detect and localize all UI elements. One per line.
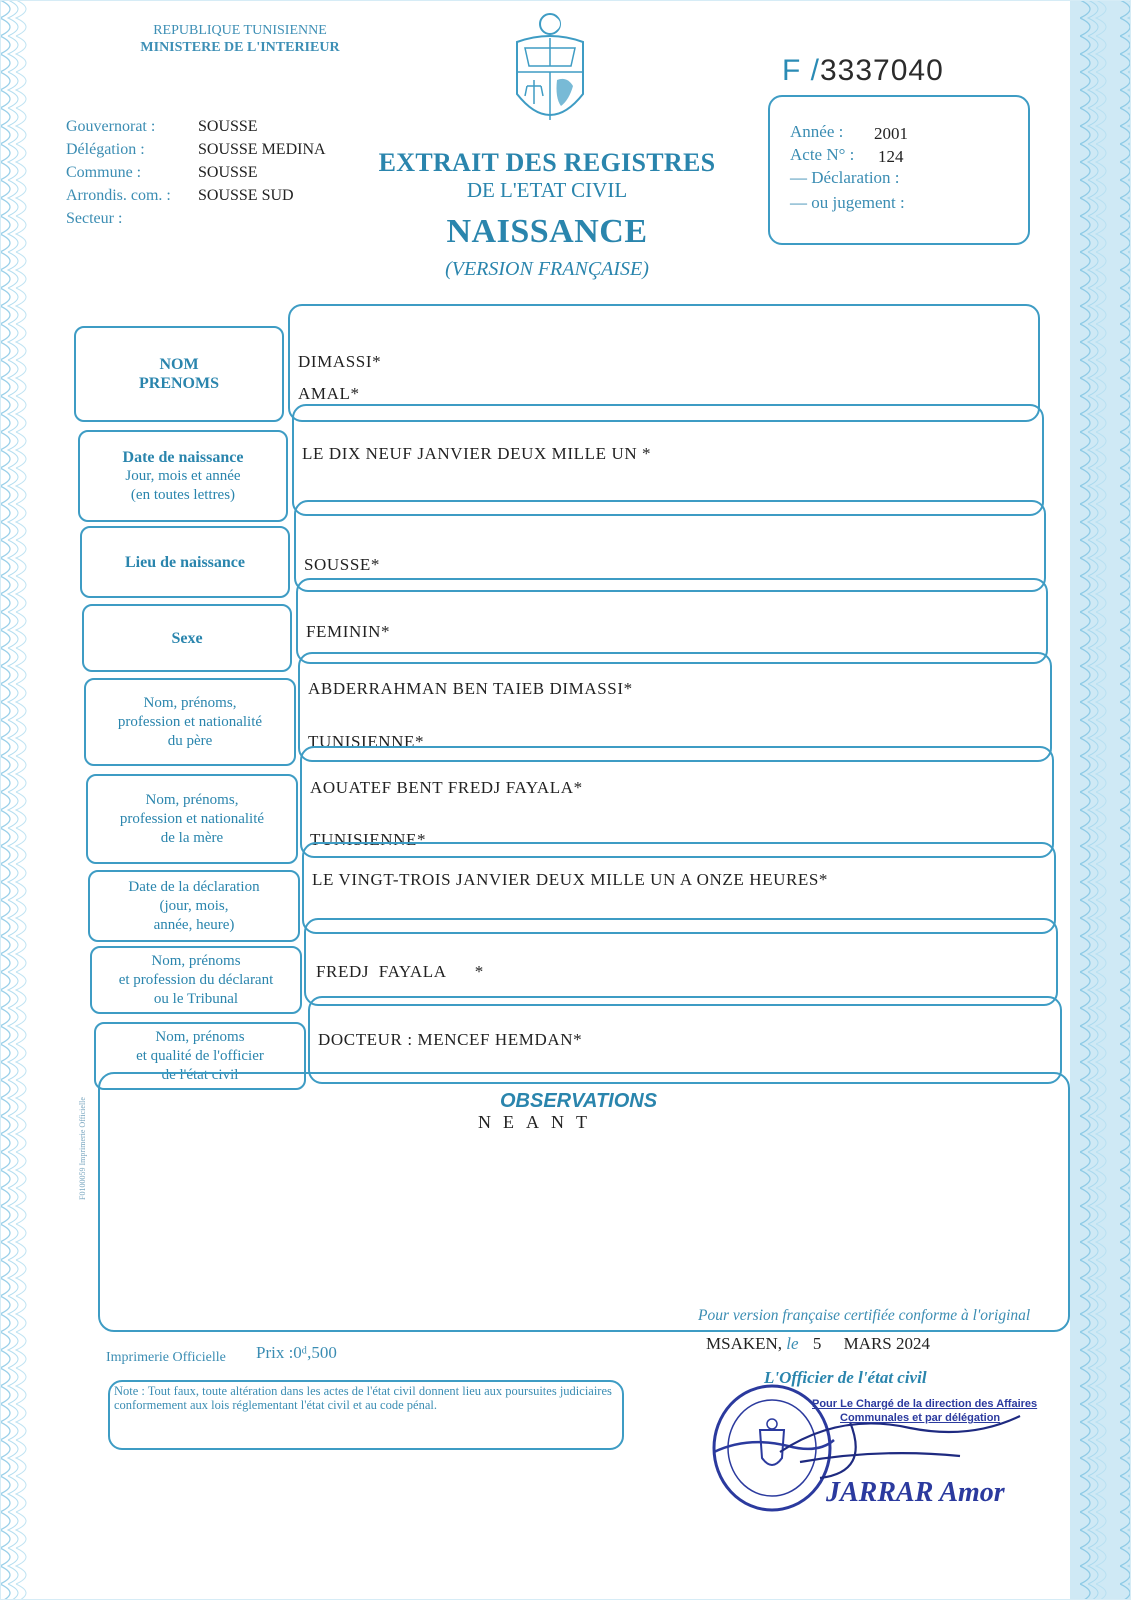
declaration-label: — Déclaration : bbox=[790, 168, 900, 187]
pere-nationalite-value: TUNISIENNE* bbox=[308, 732, 425, 751]
date-naissance-sublabel: Jour, mois et année (en toutes lettres) bbox=[125, 467, 241, 503]
officer-title: L'Officier de l'état civil bbox=[764, 1368, 927, 1387]
jugement-label: — ou jugement : bbox=[790, 193, 905, 212]
ministry-name: MINISTERE DE L'INTERIEUR bbox=[140, 40, 340, 55]
officier-value: DOCTEUR : MENCEF HEMDAN* bbox=[318, 1030, 583, 1049]
issue-day: 5 bbox=[812, 1334, 822, 1353]
arrondissement-label: Arrondis. com. : bbox=[66, 187, 171, 204]
date-declaration-value: LE VINGT-TROIS JANVIER DEUX MILLE UN A ONZE HEURES* bbox=[312, 870, 829, 889]
certification-text: Pour version française certifiée conforme à l'original bbox=[698, 1307, 1031, 1324]
declarant-label: Nom, prénoms et profession du déclarant ou le Tribunal bbox=[90, 946, 302, 1014]
republic-header bbox=[120, 22, 360, 56]
serial-number bbox=[782, 54, 944, 88]
date-naissance-title: Date de naissance bbox=[122, 448, 244, 466]
sexe-value: FEMININ* bbox=[306, 622, 391, 641]
admin-labels bbox=[66, 115, 171, 230]
republic-name: REPUBLIQUE TUNISIENNE bbox=[153, 23, 327, 38]
document-subtitle: DE L'ETAT CIVIL bbox=[466, 178, 628, 202]
mere-nom-value: AOUATEF BENT FREDJ FAYALA* bbox=[310, 778, 583, 797]
document-version: (VERSION FRANÇAISE) bbox=[445, 258, 649, 280]
document-title: EXTRAIT DES REGISTRES bbox=[378, 148, 716, 177]
signer-name: JARRAR Amor bbox=[826, 1477, 1005, 1508]
observations-title: OBSERVATIONS bbox=[500, 1090, 658, 1112]
commune-label: Commune : bbox=[66, 164, 142, 181]
date-naissance-label bbox=[78, 430, 288, 522]
delegation-value: SOUSSE MEDINA bbox=[198, 141, 326, 158]
gouvernorat-label: Gouvernorat : bbox=[66, 118, 156, 135]
pere-label: Nom, prénoms, profession et nationalité du père bbox=[84, 678, 296, 766]
stamp-line-1: Pour Le Chargé de la direction des Affaires bbox=[812, 1398, 1038, 1410]
serial-value: 3337040 bbox=[820, 54, 944, 87]
prix-label: Prix :0ᵈ,500 bbox=[256, 1343, 337, 1362]
arrondissement-value: SOUSSE SUD bbox=[198, 187, 294, 204]
date-naissance-value: LE DIX NEUF JANVIER DEUX MILLE UN * bbox=[302, 444, 652, 463]
acte-number-label: Acte N° : bbox=[790, 145, 855, 164]
nom-prenoms-label: NOM PRENOMS bbox=[74, 326, 284, 422]
commune-value: SOUSSE bbox=[198, 164, 258, 181]
issue-month-year: MARS 2024 bbox=[843, 1334, 931, 1353]
legal-note: Note : Tout faux, toute altération dans les actes de l'état civil donnent lieu aux poursuites judiciaires conformement aux lois réglementant l'état civil et au code pénal. bbox=[114, 1384, 612, 1412]
issue-place: MSAKEN, bbox=[706, 1334, 783, 1353]
admin-values bbox=[198, 115, 326, 207]
issue-place-date bbox=[706, 1334, 930, 1354]
sexe-label: Sexe bbox=[82, 604, 292, 672]
delegation-label: Délégation : bbox=[66, 141, 145, 158]
officier-label: Nom, prénoms et qualité de l'officier de l'état civil bbox=[94, 1022, 306, 1090]
annee-label: Année : bbox=[790, 122, 844, 141]
nom-value: DIMASSI* bbox=[298, 352, 382, 371]
stamp-line-2: Communales et par délégation bbox=[840, 1412, 1001, 1424]
mere-nationalite-value: TUNISIENNE* bbox=[310, 830, 427, 849]
gouvernorat-value: SOUSSE bbox=[198, 118, 258, 135]
acte-values bbox=[872, 122, 908, 168]
imprimerie-label: Imprimerie Officielle bbox=[106, 1350, 226, 1365]
prenoms-value: AMAL* bbox=[298, 384, 360, 403]
observations-value: NEANT bbox=[478, 1112, 599, 1132]
document-type: NAISSANCE bbox=[446, 213, 648, 250]
serial-prefix: F / bbox=[782, 54, 820, 87]
date-declaration-label: Date de la déclaration (jour, mois, année, heure) bbox=[88, 870, 300, 942]
acte-number-value: 124 bbox=[878, 147, 904, 166]
coat-of-arms-icon bbox=[505, 8, 595, 140]
stamp-text bbox=[812, 1397, 1037, 1425]
lieu-naissance-label: Lieu de naissance bbox=[80, 526, 290, 598]
secteur-label: Secteur : bbox=[66, 210, 123, 227]
issue-le: le bbox=[786, 1334, 799, 1353]
mere-label: Nom, prénoms, profession et nationalité de la mère bbox=[86, 774, 298, 864]
pere-nom-value: ABDERRAHMAN BEN TAIEB DIMASSI* bbox=[308, 679, 633, 698]
printer-reference: F0100059 Imprimerie Officielle bbox=[78, 1097, 87, 1200]
annee-value: 2001 bbox=[874, 124, 908, 143]
lieu-naissance-value: SOUSSE* bbox=[304, 555, 381, 574]
declarant-value: FREDJ FAYALA * bbox=[316, 962, 484, 981]
